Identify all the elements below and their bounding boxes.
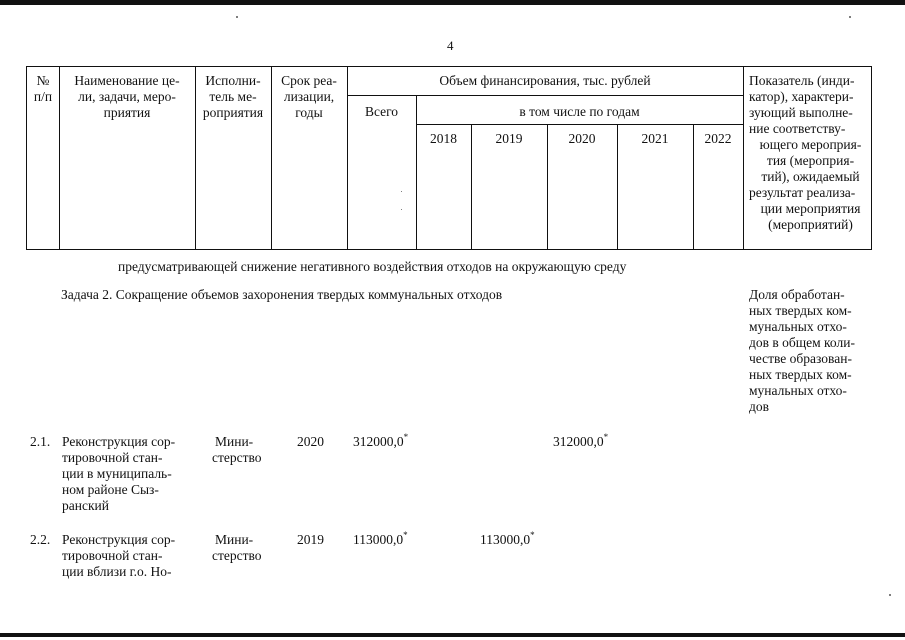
row-period: 2020: [297, 434, 324, 449]
row-total: 113000,0*: [353, 530, 408, 547]
header-year: 2021: [641, 131, 669, 146]
header-executor: Исполни- тель ме- роприятия: [202, 73, 264, 120]
page-number: 4: [447, 38, 454, 53]
header-year: 2020: [568, 131, 596, 146]
column-divider: [743, 67, 744, 249]
header-year: 2018: [430, 131, 457, 146]
scan-speck: [849, 16, 851, 18]
header-period: Срок реа- лизации, годы: [281, 73, 337, 120]
header-funding-title: Объем финансирования, тыс. рублей: [439, 73, 651, 88]
row-name: Реконструкция сор- тировочной стан- ции в муниципаль- ном районе Сыз- ранский: [62, 434, 176, 513]
scan-speck: [889, 594, 891, 596]
header-num-label: п/п: [33, 89, 53, 104]
header-name: Наименование це- ли, задачи, меро- приятия: [74, 73, 180, 120]
scan-speck: [236, 16, 238, 18]
row-divider: [416, 124, 743, 125]
row-number: 2.2.: [30, 532, 51, 547]
row-period: 2019: [297, 532, 324, 547]
task-title: Задача 2. Сокращение объемов захоронения твердых коммунальных отходов: [61, 287, 503, 302]
header-year: 2022: [704, 131, 732, 146]
scan-bottom-edge: [0, 633, 905, 637]
row-number: 2.1.: [30, 434, 51, 449]
header-total: Всего: [364, 104, 399, 119]
row-total: 312000,0*: [353, 432, 409, 449]
header-by-years: в том числе по годам: [519, 104, 640, 119]
row-divider: [347, 95, 743, 96]
row-name: Реконструкция сор- тировочной стан- ции вблизи г.о. Но-: [62, 532, 176, 579]
task-indicator: Доля обработан- ных твердых ком- мунальных отхо- дов в общем коли- честве образован- ных твердых ком- мунальных отхо- дов: [749, 287, 855, 414]
row-executor: Мини- стерство: [212, 434, 262, 465]
row-year-2019: 113000,0*: [480, 530, 535, 547]
goal-continuation: предусматривающей снижение негативного воздействия отходов на окружающую среду: [118, 259, 627, 274]
row-executor: Мини- стерство: [212, 532, 262, 563]
scan-top-edge: [0, 0, 905, 5]
header-year: 2019: [495, 131, 523, 146]
header-indicator: Показатель (инди- катор), характери- зующий выполне- ние соответству- ющего мероприя- тия (мероприя- тий), ожидаемый результат реализа- ции мероприятия (мероприятий): [749, 73, 862, 232]
row-year-2020: 312000,0*: [553, 432, 609, 449]
header-num-sign: №: [36, 73, 50, 88]
